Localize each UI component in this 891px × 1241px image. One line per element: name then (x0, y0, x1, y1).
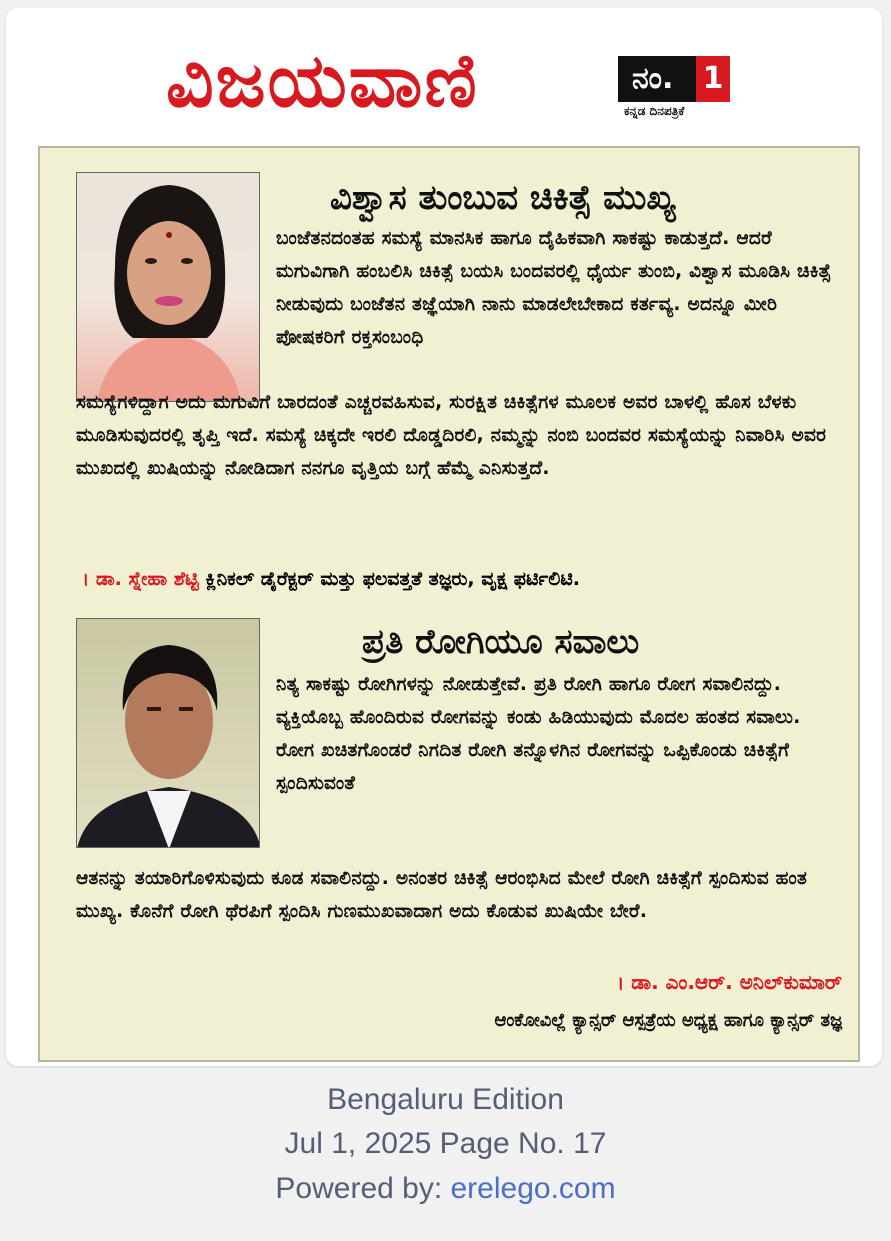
article1-role: ಕ್ಲಿನಿಕಲ್ ಡೈರೆಕ್ಟರ್ ಮತ್ತು ಫಲವತ್ತತೆ ತಜ್ಞರು, ವೃಕ್ಷ ಫರ್ಟಿಲಿಟಿ. (205, 568, 580, 590)
article1-body-top: ಬಂಜೆತನದಂತಹ ಸಮಸ್ಯೆ ಮಾನಸಿಕ ಹಾಗೂ ದೈಹಿಕವಾಗಿ ಸಾಕಷ್ಟು ಕಾಡುತ್ತದೆ. ಆದರೆ ಮಗುವಿಗಾಗಿ ಹಂಬಲಿಸಿ ಚಿಕಿತ್ಸೆ ಬಯಸಿ ಬಂದವರಲ್ಲಿ ಧೈರ್ಯ ತುಂಬಿ, ವಿಶ್ವಾಸ ಮೂಡಿಸಿ ಚಿಕಿತ್ಸೆ ನೀಡುವುದು ಬಂಜೆತನ ತಜ್ಞೆಯಾಗಿ ನಾನು ಮಾಡಲೇಬೇಕಾದ ಕರ್ತವ್ಯ. ಅದನ್ನೂ ಮೀರಿ ಪೋಷಕರಿಗೆ ರಕ್ತಸಂಬಂಧಿ (276, 228, 832, 348)
masthead-logo: ವಿಜಯವಾಣಿ (166, 38, 479, 124)
article2-author: । ಡಾ. ಎಂ.ಆರ್. ಅನಿಲ್‌ಕುಮಾರ್ (616, 970, 842, 994)
author-photo-sneha (76, 172, 260, 402)
date-page-label: Jul 1, 2025 Page No. 17 (284, 1127, 607, 1160)
article1-author: । ಡಾ. ಸ್ನೇಹಾ ಶೆಟ್ಟಿ (82, 568, 199, 590)
newspaper-clipping-card (6, 8, 882, 1066)
article-clipping (38, 146, 860, 1062)
badge-subtitle: ಕನ್ನಡ ದಿನಪತ್ರಿಕೆ (624, 104, 685, 118)
number-one-badge (618, 56, 730, 102)
article2-headline: ಪ್ರತಿ ರೋಗಿಯೂ ಸವಾಲು (362, 622, 640, 662)
article1-byline (82, 568, 854, 590)
article1-body-bottom: ಸಮಸ್ಯೆಗಳಿದ್ದಾಗ ಅದು ಮಗುವಿಗೆ ಬಾರದಂತೆ ಎಚ್ಚರವಹಿಸುವ, ಸುರಕ್ಷಿತ ಚಿಕಿತ್ಸೆಗಳ ಮೂಲಕ ಅವರ ಬಾಳಲ್ಲಿ ಹೊಸ ಬೆಳಕು ಮೂಡಿಸುವುದರಲ್ಲಿ ತೃಪ್ತಿ ಇದೆ. ಸಮಸ್ಯೆ ಚಿಕ್ಕದೇ ಇರಲಿ ದೊಡ್ಡದಿರಲಿ, ನಮ್ಮನ್ನು ನಂಬಿ ಬಂದವರ ಸಮಸ್ಯೆಯನ್ನು ನಿವಾರಿಸಿ ಅವರ ಮುಖದಲ್ಲಿ ಖುಷಿಯನ್ನು ನೋಡಿದಾಗ ನನಗೂ ವೃತ್ತಿಯ ಬಗ್ಗೆ ಹೆಮ್ಮೆ ಎನಿಸುತ್ತದೆ. (76, 392, 827, 479)
badge-number: 1 (696, 56, 730, 102)
author-photo-anilkumar (76, 618, 260, 848)
edition-label: Bengaluru Edition (327, 1083, 564, 1116)
article2-role: ಆಂಕೋವಿಲ್ಲೆ ಕ್ಯಾನ್ಸರ್ ಆಸ್ಪತ್ರೆಯ ಅಧ್ಯಕ್ಷ ಹಾಗೂ ಕ್ಯಾನ್ಸರ್ ತಜ್ಞ (494, 1010, 842, 1031)
powered-by-label: Powered by: (275, 1172, 451, 1205)
article2-body-top: ನಿತ್ಯ ಸಾಕಷ್ಟು ರೋಗಿಗಳನ್ನು ನೋಡುತ್ತೇವೆ. ಪ್ರತಿ ರೋಗಿ ಹಾಗೂ ರೋಗ ಸವಾಲಿನದ್ದು. ವ್ಯಕ್ತಿಯೊಬ್ಬ ಹೊಂದಿರುವ ರೋಗವನ್ನು ಕಂಡು ಹಿಡಿಯುವುದು ಮೊದಲ ಹಂತದ ಸವಾಲು. ರೋಗ ಖಚಿತಗೊಂಡರೆ ನಿಗದಿತ ರೋಗಿ ತನ್ನೊಳಗಿನ ರೋಗವನ್ನು ಒಪ್ಪಿಕೊಂಡು ಚಿಕಿತ್ಸೆಗೆ ಸ್ಪಂದಿಸುವಂತೆ (276, 674, 801, 794)
erelego-link[interactable]: erelego.com (450, 1172, 616, 1205)
badge-label: ನಂ. (632, 61, 674, 96)
article2-body-bottom: ಆತನನ್ನು ತಯಾರಿಗೊಳಿಸುವುದು ಕೂಡ ಸವಾಲಿನದ್ದು. ಅನಂತರ ಚಿಕಿತ್ಸೆ ಆರಂಭಿಸಿದ ಮೇಲೆ ರೋಗಿ ಚಿಕಿತ್ಸೆಗೆ ಸ್ಪಂದಿಸುವ ಹಂತ ಮುಖ್ಯ. ಕೊನೆಗೆ ರೋಗಿ ಥೆರಪಿಗೆ ಸ್ಪಂದಿಸಿ ಗುಣಮುಖವಾದಾಗ ಅದು ಕೊಡುವ ಖುಷಿಯೇ ಬೇರೆ. (76, 868, 808, 922)
article1-headline: ವಿಶ್ವಾಸ ತುಂಬುವ ಚಿಕಿತ್ಸೆ ಮುಖ್ಯ (330, 178, 676, 218)
powered-by (0, 1172, 891, 1206)
